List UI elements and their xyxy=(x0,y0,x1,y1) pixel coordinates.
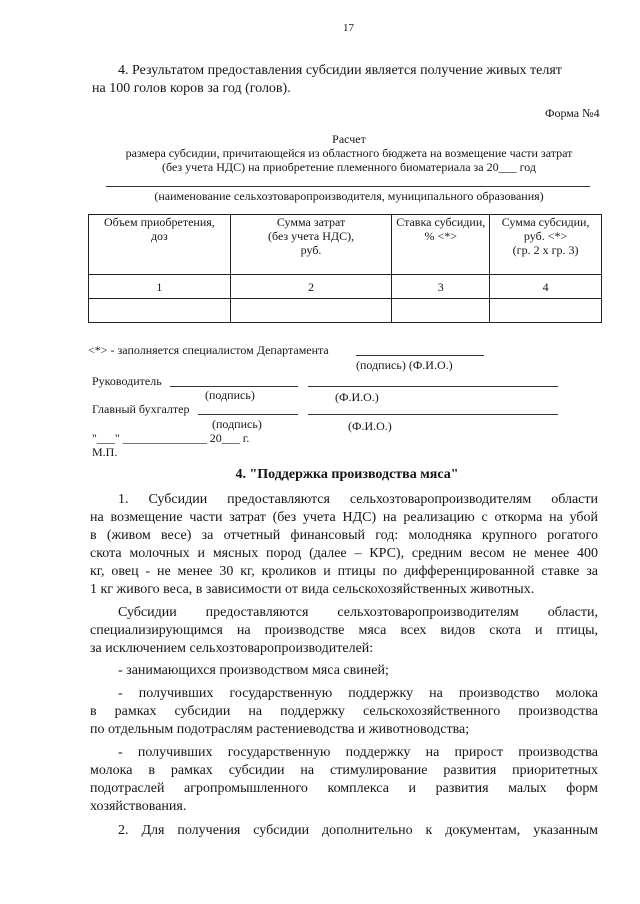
result-line-2: на 100 голов коров за год (голов). xyxy=(92,81,291,96)
accountant-label: Главный бухгалтер xyxy=(92,402,190,416)
form-label: Форма №4 xyxy=(545,106,600,120)
head-sign-caption: (подпись) xyxy=(205,388,255,402)
producer-name-line xyxy=(106,186,590,187)
head-signature-line xyxy=(170,386,298,387)
table-header-row xyxy=(89,215,602,275)
table-row xyxy=(89,299,602,323)
column-number: 1 xyxy=(89,275,231,299)
header-cell-costs: Сумма затрат (без учета НДС), руб. xyxy=(230,215,392,275)
head-label: Руководитель xyxy=(92,374,162,388)
column-number: 2 xyxy=(230,275,392,299)
paragraph-1-line: скота молочных и мясных пород (далее – КРС), средним весом не менее 400 xyxy=(90,546,598,561)
head-name-caption: (Ф.И.О.) xyxy=(335,390,379,404)
paragraph-2-line: Субсидии предоставляются сельхозтоваропроизводителям области, xyxy=(118,605,598,620)
page-number: 17 xyxy=(343,22,354,34)
paragraph-1-line: 1 кг живого веса, в зависимости от вида сельскохозяйственных животных. xyxy=(90,582,535,597)
paragraph-1-line: на возмещение части затрат (без учета НДС) на реализацию с откорма на убой xyxy=(90,510,598,525)
paragraph-2-line: за исключением сельхозтоваропроизводителей: xyxy=(90,641,374,656)
column-number: 3 xyxy=(392,275,490,299)
bullet-2-line: в рамках субсидии на поддержку сельскохозяйственного производства xyxy=(90,704,598,719)
accountant-name-caption: (Ф.И.О.) xyxy=(348,419,392,433)
subsidy-calculation-table xyxy=(88,214,602,323)
header-cell-rate: Ставка субсидии, % <*> xyxy=(392,215,490,275)
header-cell-volume: Объем приобретения, доз xyxy=(89,215,231,275)
table-cell xyxy=(89,299,231,323)
table-number-row xyxy=(89,275,602,299)
signature-date: "___" ______________ 20___ г. xyxy=(92,431,250,445)
bullet-2-line: по отдельным подотраслям растениеводства и животноводства; xyxy=(90,722,470,737)
header-cell-subsidy: Сумма субсидии, руб. <*> (гр. 2 х гр. 3) xyxy=(490,215,602,275)
calc-line-1: размера субсидии, причитающейся из областного бюджета на возмещение части затрат xyxy=(125,146,573,160)
calc-title: Расчет xyxy=(332,132,366,146)
bullet-2-line: - получивших государственную поддержку на производство молока xyxy=(118,686,598,701)
calc-line-2: (без учета НДС) на приобретение племенного биоматериала за 20___ год xyxy=(162,160,536,174)
bullet-3-line: хозяйствования. xyxy=(90,799,187,814)
specialist-caption: (подпись) (Ф.И.О.) xyxy=(356,358,453,372)
paragraph-3-line: 2. Для получения субсидии дополнительно к документам, указанным xyxy=(118,823,598,838)
accountant-name-line xyxy=(308,414,558,415)
bullet-3-line: молока в рамках субсидии на стимулирование развития приоритетных xyxy=(90,763,598,778)
section-heading: 4. "Поддержка производства мяса" xyxy=(235,467,459,482)
table-cell xyxy=(392,299,490,323)
bullet-3-line: - получивших государственную поддержку на прирост производства xyxy=(118,745,598,760)
result-line-1: 4. Результатом предоставления субсидии является получение живых телят xyxy=(118,63,562,78)
footnote-text: <*> - заполняется специалистом Департамента xyxy=(88,343,329,357)
accountant-signature-line xyxy=(198,414,298,415)
paragraph-1-line: 1. Субсидии предоставляются сельхозтоваропроизводителям области xyxy=(118,492,598,507)
paragraph-2-line: специализирующимся на производстве мяса всех видов скота и птицы, xyxy=(90,623,598,638)
bullet-1: - занимающихся производством мяса свиней; xyxy=(118,663,389,678)
table-cell xyxy=(490,299,602,323)
column-number: 4 xyxy=(490,275,602,299)
bullet-3-line: подотраслей агропромышленного комплекса и развития малых форм xyxy=(90,781,598,796)
producer-name-caption: (наименование сельхозтоваропроизводителя, муниципального образования) xyxy=(154,189,544,203)
accountant-sign-caption: (подпись) xyxy=(212,417,262,431)
stamp-label: М.П. xyxy=(92,445,118,459)
paragraph-1-line: кг, овец - не менее 30 кг, кроликов и птицы по дифференцированной ставке за xyxy=(90,564,598,579)
paragraph-1-line: в (живом весе) за отчетный финансовый год: молодняка крупного рогатого xyxy=(90,528,598,543)
specialist-signature-line xyxy=(356,355,484,356)
table-cell xyxy=(230,299,392,323)
head-name-line xyxy=(308,386,558,387)
